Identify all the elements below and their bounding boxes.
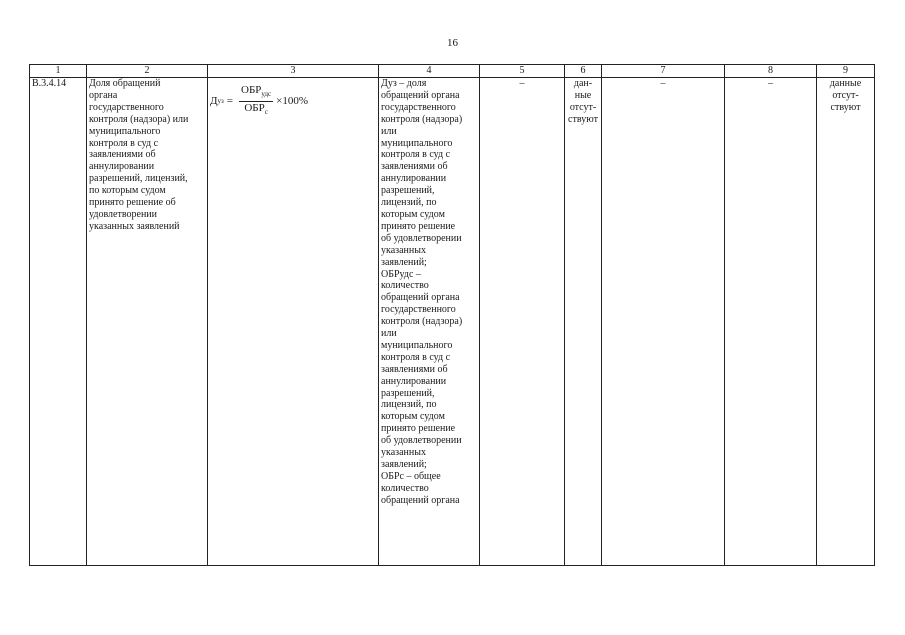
formula-numerator: $ОБР_{удс}$ xyxy=(239,84,273,102)
column-header: 4 xyxy=(379,65,480,78)
column-header: 7 xyxy=(602,65,725,78)
formula-cell xyxy=(208,78,379,566)
formula-multiplier: ×100% xyxy=(276,94,308,107)
formula-lhs-sub: уз xyxy=(217,96,224,105)
column-header: 3 xyxy=(208,65,379,78)
column-header: 5 xyxy=(480,65,565,78)
col6-value: дан- ные отсут- ствуют xyxy=(565,78,602,566)
table-row xyxy=(30,78,875,566)
column-header: 8 xyxy=(725,65,817,78)
column-header: 6 xyxy=(565,65,602,78)
col5-value: – xyxy=(480,78,565,566)
col9-value: данные отсут- ствуют xyxy=(817,78,875,566)
variable-description: Дуз – доля обращений органа государственного контроля (надзора) или муниципального контроля в суд с заявлениями об аннулировании разрешений, лицензий, по которым судом принято решение об удовлетворении указанных заявлений; ОБРудс – количество обращений органа государственного контроля (надзора) или муниципального контроля в суд с заявлениями об аннулировании разрешений, лицензий, по которым судом принято решение об удовлетворении указанных заявлений; ОБРс – общее количество обращений органа xyxy=(379,78,480,566)
indicator-name: Доля обращений органа государственного контроля (надзора) или муниципального контроля в суд с заявлениями об аннулировании разрешений, лицензий, по которым судом принято решение об удовлетворении указанных заявлений xyxy=(87,78,208,566)
formula-denominator: $ОБР_с$ xyxy=(244,102,268,117)
page-number: 16 xyxy=(447,37,458,49)
indicator-table xyxy=(29,64,875,566)
formula-fraction xyxy=(239,84,273,119)
col8-value: – xyxy=(725,78,817,566)
column-header: 1 xyxy=(30,65,87,78)
indicator-code: В.3.4.14 xyxy=(30,78,87,566)
column-header: 2 xyxy=(87,65,208,78)
col7-value: – xyxy=(602,78,725,566)
formula-equals: = xyxy=(226,94,233,107)
column-header: 9 xyxy=(817,65,875,78)
formula-lhs: Д xyxy=(210,94,218,107)
formula xyxy=(210,84,376,119)
header-row xyxy=(30,65,875,78)
